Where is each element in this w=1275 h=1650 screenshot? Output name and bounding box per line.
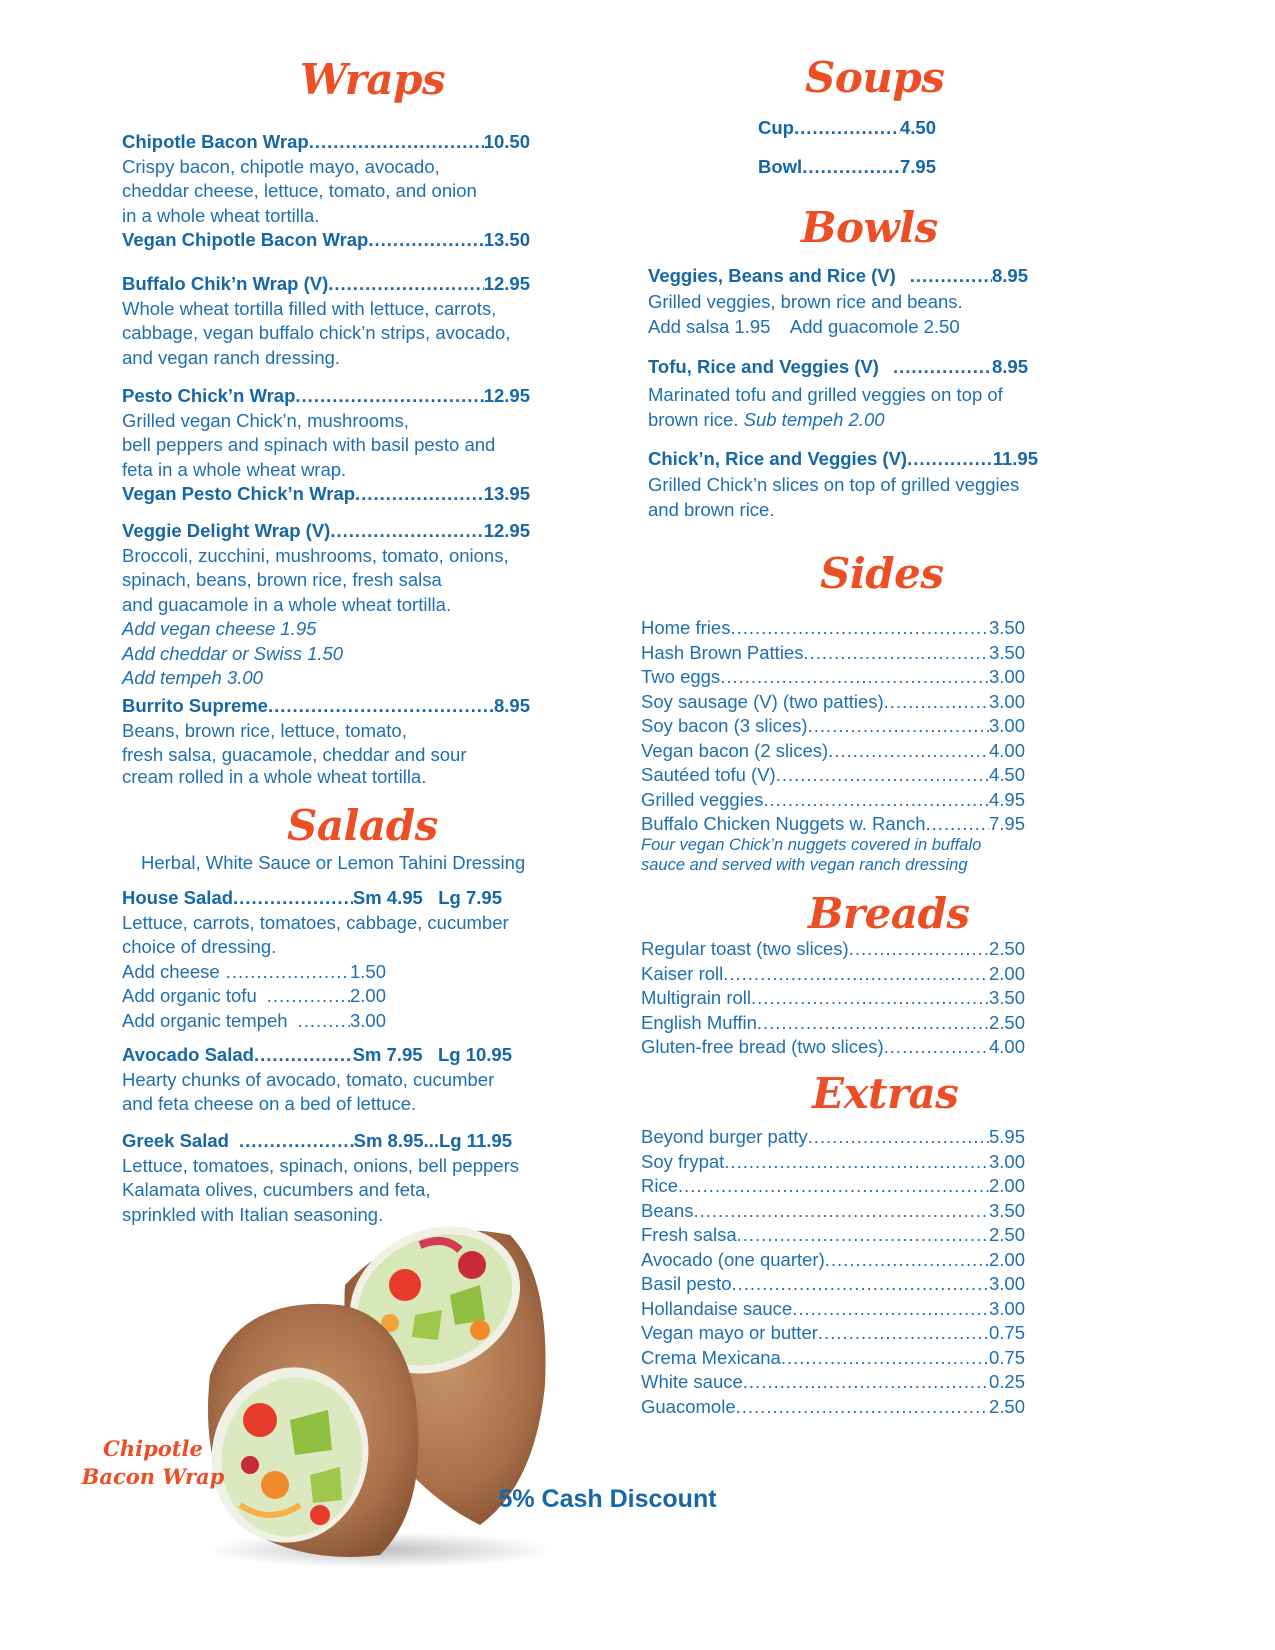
extra-item: Fresh salsa ..... 2.50 [641,1223,1025,1248]
bread-item: Kaiser roll ..... 2.00 [641,962,1025,987]
cash-discount-footer: 5% Cash Discount [498,1485,717,1513]
item-title: Veggie Delight Wrap (V) [122,520,331,541]
menu-item-burrito-supreme [122,694,530,789]
item-desc-line: cream rolled in a whole wheat tortilla. [122,765,427,787]
extra-item: Beyond burger patty ..... 5.95 [641,1125,1025,1150]
breads-list [641,937,1025,1060]
salad-addon: Add cheese ..... 1.50 [122,960,386,985]
bread-item: Multigrain roll ..... 3.50 [641,986,1025,1011]
item-price: 8.95 [991,356,1028,377]
salad-addon: Add organic tempeh ..... 3.00 [122,1009,386,1034]
item-desc-line: Kalamata olives, cucumbers and feta, [122,1179,431,1200]
item-title: Chipotle Bacon Wrap [122,131,309,152]
extra-item: Avocado (one quarter) ..... 2.00 [641,1248,1025,1273]
item-addon: Add vegan cheese 1.95 [122,618,317,639]
menu-item-chipotle-bacon-wrap [122,130,530,253]
menu-item-chickn-rice-veggies [648,446,1038,523]
item-desc-line: and feta cheese on a bed of lettuce. [122,1093,417,1114]
item-desc-line: and vegan ranch dressing. [122,346,341,368]
extra-item: Basil pesto ..... 3.00 [641,1272,1025,1297]
breads-heading: Breads [808,889,970,938]
item-desc-line: cabbage, vegan buffalo chick’n strips, avocado, [122,322,511,343]
extra-item: Beans ..... 3.50 [641,1199,1025,1224]
item-price: Sm 8.95...Lg 11.95 [353,1130,512,1151]
side-item: Soy bacon (3 slices) ..... 3.00 [641,714,1025,739]
item-addon: Add tempeh 3.00 [122,667,263,688]
item-desc-line: Crispy bacon, chipotle mayo, avocado, [122,155,440,177]
item-desc-line: Marinated tofu and grilled veggies on top of [648,383,1003,405]
photo-caption: Chipotle Bacon Wrap [81,1436,225,1489]
side-item: Soy sausage (V) (two patties) ..... 3.00 [641,690,1025,715]
bread-item: English Muffin ..... 2.50 [641,1011,1025,1036]
extra-item: Guacomole ..... 2.50 [641,1395,1025,1420]
menu-item-tofu-rice-veggies [648,354,1028,433]
side-item: Vegan bacon (2 slices) ..... 4.00 [641,739,1025,764]
item-desc-line: cheddar cheese, lettuce, tomato, and onion [122,180,477,201]
item-title: Veggies, Beans and Rice (V) [648,265,896,286]
item-price: Sm 4.95 Lg 7.95 [352,887,502,908]
salads-heading: Salads [287,801,438,850]
item-title: House Salad [122,887,234,908]
salad-addon: Add organic tofu ..... 2.00 [122,984,386,1009]
item-desc-line: feta in a whole wheat wrap. [122,458,347,480]
side-item: Sautéed tofu (V) ..... 4.50 [641,763,1025,788]
menu-item-veggies-beans-rice [648,263,1028,340]
item-title: Avocado Salad [122,1044,254,1065]
extra-item: Hollandaise sauce ..... 3.00 [641,1297,1025,1322]
item-price: 12.95 [483,385,530,406]
item-price: 10.50 [483,131,530,152]
item-desc-line: brown rice. Sub tempeh 2.00 [648,409,885,430]
item-price: Sm 7.95 Lg 10.95 [352,1044,512,1065]
side-item: Hash Brown Patties ..... 3.50 [641,641,1025,666]
item-desc-line: and guacamole in a whole wheat tortilla. [122,593,452,615]
side-item: Grilled veggies ..... 4.95 [641,788,1025,813]
item-desc-line: Whole wheat tortilla filled with lettuce, carrots, [122,297,497,319]
side-item: Two eggs ..... 3.00 [641,665,1025,690]
item-title: Tofu, Rice and Veggies (V) [648,356,879,377]
item-desc-line: Lettuce, carrots, tomatoes, cabbage, cucumber [122,911,509,933]
item-title: Greek Salad [122,1130,229,1151]
menu-item-veggie-delight-wrap [122,519,530,691]
extra-item: Vegan mayo or butter ..... 0.75 [641,1321,1025,1346]
item-desc-line: bell peppers and spinach with basil pesto and [122,434,496,455]
salad-dressing-note: Herbal, White Sauce or Lemon Tahini Dressing [141,852,526,873]
sides-list [641,616,1025,837]
soups-heading: Soups [805,53,945,102]
menu-item-house-salad [122,886,552,1033]
item-variant: Vegan Pesto Chick’n Wrap ..... 13.95 [122,482,530,507]
bowls-heading: Bowls [801,203,938,252]
item-desc-line: Grilled veggies, brown rice and beans. [648,290,963,312]
menu-item-buffalo-chikn-wrap [122,272,530,370]
side-item: Buffalo Chicken Nuggets w. Ranch ..... 7.95 [641,812,1025,837]
wraps-heading: Wraps [300,55,446,104]
sides-heading: Sides [820,549,944,598]
item-desc-line: sprinkled with Italian seasoning. [122,1203,384,1225]
extra-item: Crema Mexicana ..... 0.75 [641,1346,1025,1371]
item-price: 12.95 [483,273,530,294]
side-item: Home fries ..... 3.50 [641,616,1025,641]
item-variant: Vegan Chipotle Bacon Wrap ..... 13.50 [122,228,530,253]
item-title: Pesto Chick’n Wrap [122,385,296,406]
item-desc-line: Beans, brown rice, lettuce, tomato, [122,719,407,741]
chipotle-bacon-wrap-photo [180,1205,600,1575]
item-desc-line: Hearty chunks of avocado, tomato, cucumber [122,1068,495,1090]
item-desc-line: Grilled Chick’n slices on top of grilled veggies [648,473,1020,495]
item-desc-line: Add salsa 1.95 Add guacomole 2.50 [648,316,960,337]
extra-item: White sauce ..... 0.25 [641,1370,1025,1395]
item-desc-line: fresh salsa, guacamole, cheddar and sour [122,744,467,765]
extras-heading: Extras [812,1069,959,1118]
extra-item: Rice ..... 2.00 [641,1174,1025,1199]
item-title: Burrito Supreme [122,695,268,716]
menu-item-avocado-salad [122,1043,552,1117]
item-desc-line: Grilled vegan Chick’n, mushrooms, [122,409,409,431]
bread-item: Gluten-free bread (two slices) ..... 4.00 [641,1035,1025,1060]
item-desc-line: Broccoli, zucchini, mushrooms, tomato, onions, [122,544,509,566]
item-desc-line: spinach, beans, brown rice, fresh salsa [122,569,442,590]
extra-item: Soy frypat ..... 3.00 [641,1150,1025,1175]
soup-list [758,116,936,179]
item-price: 11.95 [992,448,1038,469]
item-desc-line: choice of dressing. [122,936,277,957]
extras-list [641,1125,1025,1419]
item-title: Chick’n, Rice and Veggies (V) [648,448,908,469]
bread-item: Regular toast (two slices) ..... 2.50 [641,937,1025,962]
item-desc-line: and brown rice. [648,499,775,520]
item-addon: Add cheddar or Swiss 1.50 [122,642,344,664]
menu-item-pesto-chickn-wrap [122,384,530,507]
soup-bowl: Bowl ..... 7.95 [758,155,936,180]
item-price: 8.95 [991,265,1028,286]
item-desc-line: in a whole wheat tortilla. [122,204,320,226]
item-price: 12.95 [483,520,530,541]
soup-cup: Cup ..... 4.50 [758,116,936,141]
item-price: 8.95 [493,695,530,716]
item-desc-line: Lettuce, tomatoes, spinach, onions, bell peppers [122,1154,519,1176]
item-title: Buffalo Chik’n Wrap (V) [122,273,329,294]
sides-note: Four vegan Chick’n nuggets covered in buffalo sauce and served with vegan ranch dressing [641,836,982,874]
